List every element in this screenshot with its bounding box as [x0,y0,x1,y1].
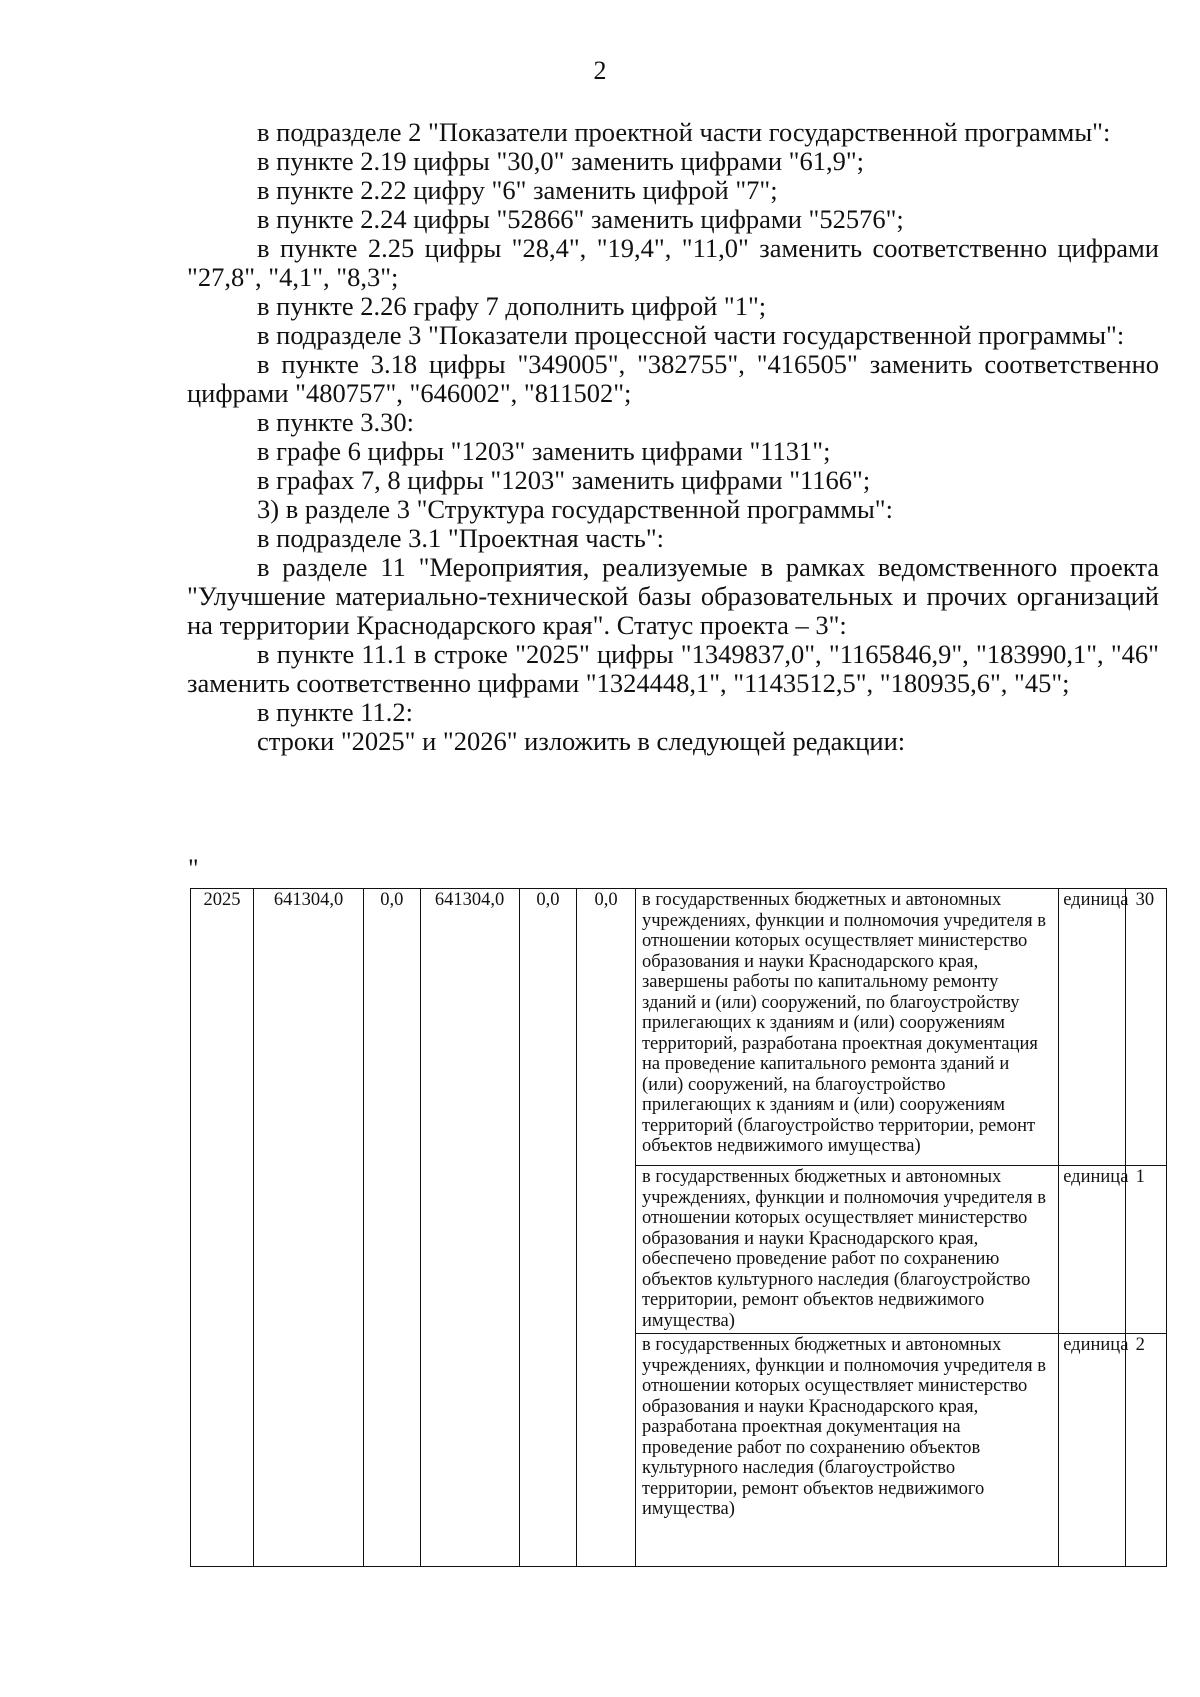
paragraph: в графах 7, 8 цифры "1203" заменить цифрами "1166"; [257,465,871,495]
paragraph: в пункте 2.25 цифры "28,4", "19,4", "11,0" заменить соответственно цифрами "27,8", "4,1", "8,3"; [187,233,1159,292]
cell-col3: 0,0 [363,889,420,1567]
paragraph: в пункте 2.24 цифры "52866" заменить цифрами "52576"; [257,204,904,234]
paragraph: 3) в разделе 3 "Структура государственной программы": [257,494,893,524]
page-number: 2 [593,56,607,85]
cell-count: 30 [1125,889,1166,1166]
paragraph: в пункте 3.18 цифры "349005", "382755", "416505" заменить соответственно цифрами "480757", "646002", "811502"; [187,349,1159,408]
document-body [187,118,1159,756]
cell-col4: 641304,0 [420,889,519,1567]
cell-description: в государственных бюджетных и автономных учреждениях, функции и полномочия учредителя в отношении которых осуществляет министерство образования и науки Краснодарского края, разработана проектная документация на проведение работ по сохранению объектов культурного наследия (благоустройство территории, ремонт объектов недвижимого имущества) [635,1334,1058,1567]
paragraph: в пункте 2.19 цифры "30,0" заменить цифрами "61,9"; [257,146,865,176]
paragraph: в подразделе 3.1 "Проектная часть": [257,523,664,553]
paragraph: в пункте 11.2: [257,697,413,727]
cell-count: 1 [1125,1166,1166,1334]
cell-total: 641304,0 [254,889,364,1567]
paragraph: в разделе 11 "Мероприятия, реализуемые в рамках ведомственного проекта "Улучшение материально-технической базы образовательных и прочих организаций на территории Краснодарского края". Статус проекта – 3": [187,552,1159,640]
paragraph: в пункте 3.30: [257,407,414,437]
opening-quote: " [188,854,199,883]
paragraph: в подразделе 2 "Показатели проектной части государственной программы": [257,117,1111,147]
paragraph: в пункте 2.22 цифру "6" заменить цифрой "7"; [257,175,778,205]
cell-description: в государственных бюджетных и автономных учреждениях, функции и полномочия учредителя в отношении которых осуществляет министерство образования и науки Краснодарского края, обеспечено проведение работ по сохранению объектов культурного наследия (благоустройство территории, ремонт объектов недвижимого имущества) [635,1166,1058,1334]
cell-unit: единица [1059,889,1125,1166]
cell-col5: 0,0 [519,889,577,1567]
paragraph: в графе 6 цифры "1203" заменить цифрами "1131"; [257,436,831,466]
paragraph: в пункте 2.26 графу 7 дополнить цифрой "1"; [257,291,767,321]
cell-col6: 0,0 [577,889,636,1567]
cell-description: в государственных бюджетных и автономных учреждениях, функции и полномочия учредителя в отношении которых осуществляет министерство образования и науки Краснодарского края, завершены работы по капитальному ремонту зданий и (или) сооружений, по благоустройству прилегающих к зданиям и (или) сооружениям территорий, разработана проектная документация на проведение капитального ремонта зданий и (или) сооружений, на благоустройство прилегающих к зданиям и (или) сооружениям территорий (благоустройство территории, ремонт объектов недвижимого имущества) [635,889,1058,1166]
paragraph: в подразделе 3 "Показатели процессной части государственной программы": [257,320,1125,350]
cell-unit: единица [1059,1166,1125,1334]
cell-year: 2025 [191,889,254,1567]
amendment-table [190,888,1167,1567]
table-row [191,889,1167,1166]
cell-count: 2 [1125,1334,1166,1567]
paragraph: в пункте 11.1 в строке "2025" цифры "1349837,0", "1165846,9", "183990,1", "46" заменить соответственно цифрами "1324448,1", "1143512,5", "180935,6", "45"; [187,639,1159,698]
cell-unit: единица [1059,1334,1125,1567]
paragraph: строки "2025" и "2026" изложить в следующей редакции: [257,726,906,756]
